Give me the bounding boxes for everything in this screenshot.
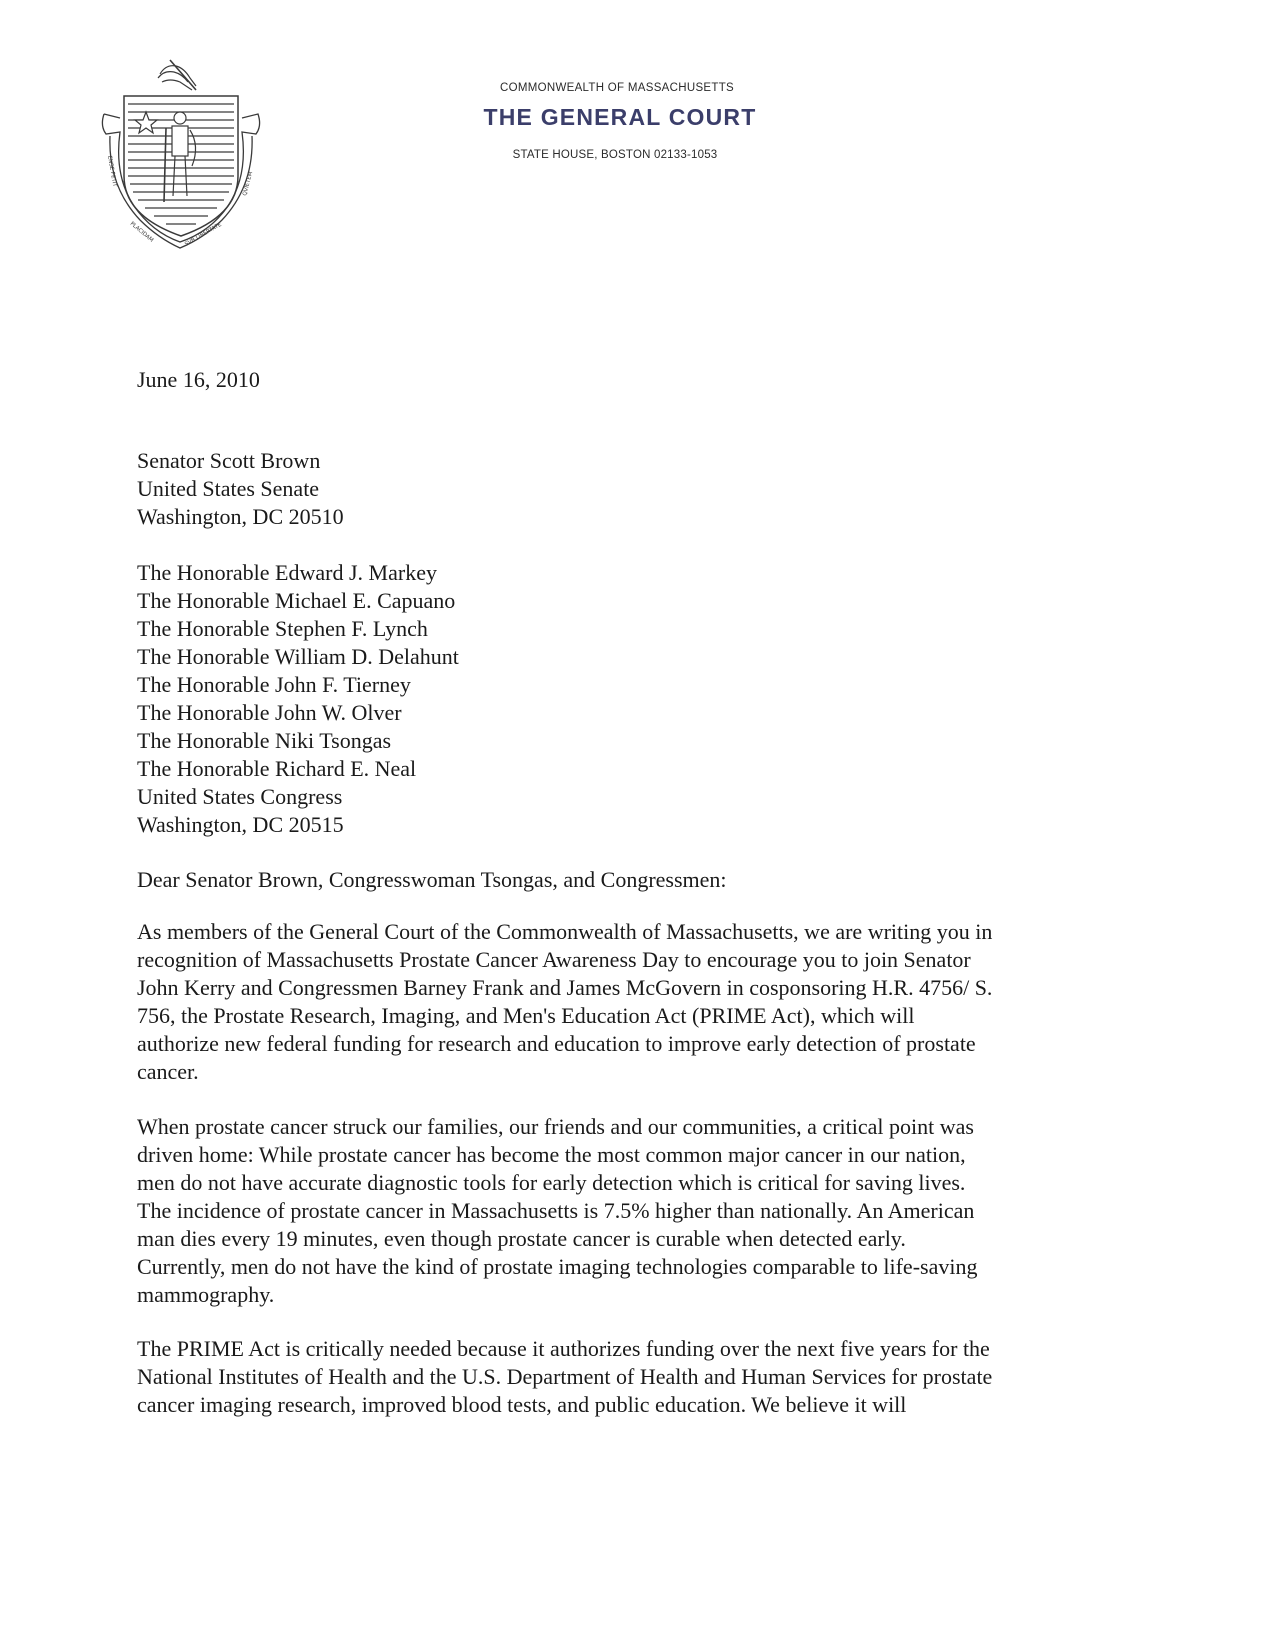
paragraph-line: The incidence of prostate cancer in Massachusetts is 7.5% higher than nationally. An American	[137, 1198, 975, 1223]
paragraph-line: recognition of Massachusetts Prostate Cancer Awareness Day to encourage you to join Senator	[137, 947, 971, 972]
paragraph-line: cancer imaging research, improved blood tests, and public education. We believe it will	[137, 1392, 907, 1417]
letterhead-address: STATE HOUSE, BOSTON 02133-1053	[512, 149, 718, 161]
paragraph-line: When prostate cancer struck our families, our friends and our communities, a critical point was	[137, 1114, 974, 1139]
paragraph-line: mammography.	[137, 1282, 275, 1307]
paragraph-line: The PRIME Act is critically needed because it authorizes funding over the next five years for the	[137, 1336, 990, 1361]
letter-date: June 16, 2010	[137, 367, 260, 392]
paragraph-line: John Kerry and Congressmen Barney Frank and James McGovern in cosponsoring H.R. 4756/ S.	[137, 975, 993, 1000]
address-line: The Honorable John W. Olver	[137, 700, 402, 725]
address-line: The Honorable Niki Tsongas	[137, 728, 392, 753]
address-line: The Honorable Stephen F. Lynch	[137, 616, 428, 641]
address-line: The Honorable John F. Tierney	[137, 672, 411, 697]
letterhead-org-name: THE GENERAL COURT	[483, 104, 757, 130]
paragraph-line: driven home: While prostate cancer has become the most common major cancer in our nation,	[137, 1142, 966, 1167]
address-line: Senator Scott Brown	[137, 448, 321, 473]
address-line: Washington, DC 20510	[137, 504, 344, 529]
svg-text:ENSE PETIT: ENSE PETIT	[106, 155, 118, 188]
salutation: Dear Senator Brown, Congresswoman Tsongas, and Congressmen:	[137, 867, 727, 892]
address-line: The Honorable William D. Delahunt	[137, 644, 459, 669]
body-paragraph-3	[137, 1335, 1097, 1419]
letterhead-top-line: COMMONWEALTH OF MASSACHUSETTS	[499, 82, 735, 94]
paragraph-line: cancer.	[137, 1059, 199, 1084]
address-line: United States Congress	[137, 784, 343, 809]
paragraph-line: National Institutes of Health and the U.S. Department of Health and Human Services for prostate	[137, 1364, 993, 1389]
recipient-block-senate	[137, 447, 344, 531]
paragraph-line: 756, the Prostate Research, Imaging, and Men's Education Act (PRIME Act), which will	[137, 1003, 915, 1028]
address-line: The Honorable Michael E. Capuano	[137, 588, 456, 613]
paragraph-line: men do not have accurate diagnostic tools for early detection which is critical for saving lives.	[137, 1170, 966, 1195]
address-line: Washington, DC 20515	[137, 812, 344, 837]
paragraph-line: authorize new federal funding for research and education to improve early detection of prostate	[137, 1031, 976, 1056]
massachusetts-state-seal-icon	[100, 56, 262, 252]
body-paragraph-2	[137, 1113, 1097, 1309]
paragraph-line: Currently, men do not have the kind of prostate imaging technologies comparable to life-saving	[137, 1254, 978, 1279]
svg-text:PLACIDAM: PLACIDAM	[128, 220, 155, 244]
recipient-block-congress	[137, 559, 459, 839]
address-line: The Honorable Richard E. Neal	[137, 756, 417, 781]
letterhead	[440, 82, 800, 161]
paragraph-line: As members of the General Court of the Commonwealth of Massachusetts, we are writing you in	[137, 919, 993, 944]
body-paragraph-1	[137, 918, 1097, 1086]
svg-text:SVB LIBERTATE: SVB LIBERTATE	[184, 221, 223, 248]
svg-text:QVIETEM: QVIETEM	[242, 171, 255, 197]
address-line: The Honorable Edward J. Markey	[137, 560, 437, 585]
address-line: United States Senate	[137, 476, 320, 501]
paragraph-line: man dies every 19 minutes, even though prostate cancer is curable when detected early.	[137, 1226, 906, 1251]
